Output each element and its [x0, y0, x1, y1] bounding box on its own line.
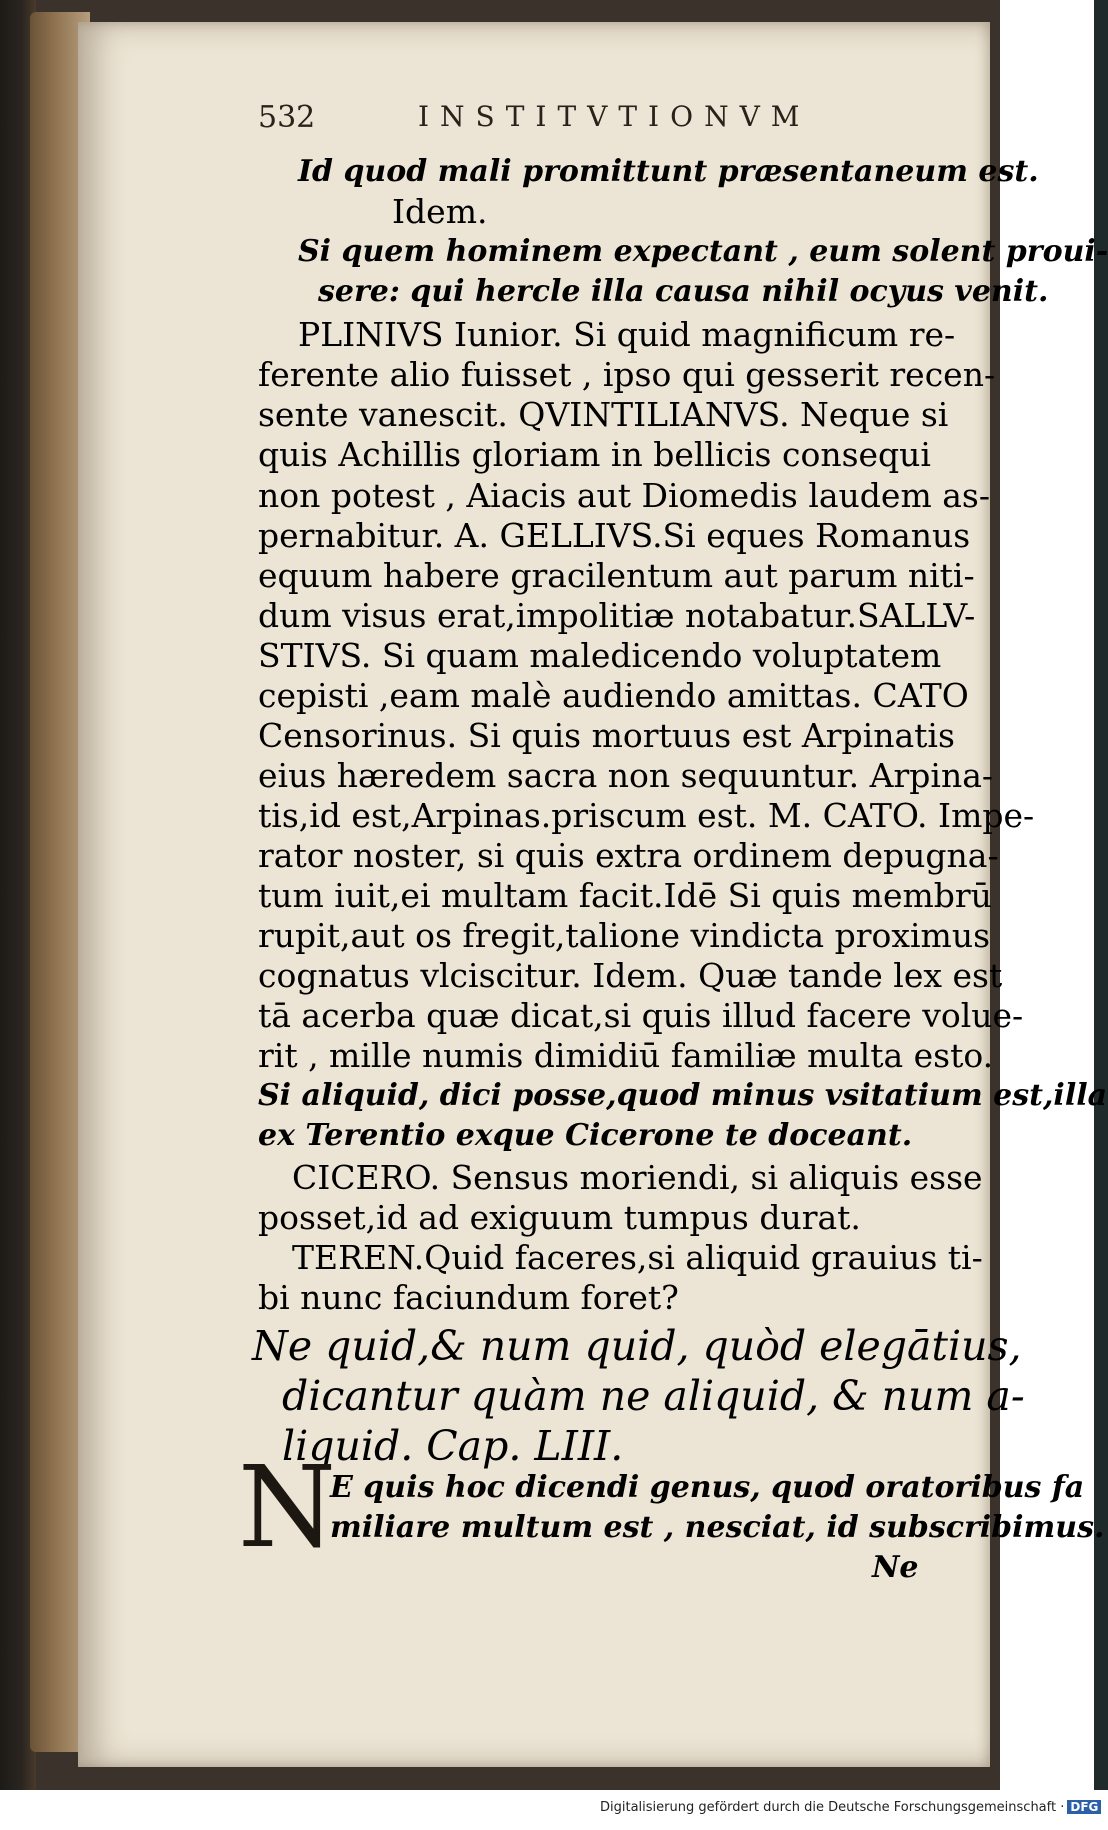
catchword: Ne [872, 1550, 919, 1585]
text-line: dum visus erat,impolitiæ notabatur.SALLV- [258, 596, 976, 635]
text-line: quis Achillis gloriam in bellicis consequi [258, 435, 931, 474]
text-line: tis,id est,Arpinas.priscum est. M. CATO. Impe- [258, 796, 1035, 835]
chapter-heading-line: liquid. Cap. LIII. [282, 1422, 624, 1470]
text-line: posset,id ad exiguum tumpus durat. [258, 1198, 861, 1237]
credit-text: Digitalisierung gefördert durch die Deutsche Forschungsgemeinschaft · [600, 1800, 1065, 1815]
text-line: rator noster, si quis extra ordinem depugna- [258, 836, 999, 875]
text-line: Si quem hominem expectant , eum solent proui- [298, 234, 1108, 269]
text-line: PLINIVS Iunior. Si quid magnificum re- [298, 315, 956, 354]
text-line: pernabitur. A. GELLIVS.Si eques Romanus [258, 516, 971, 555]
text-line: rupit,aut os fregit,talione vindicta proximus [258, 916, 991, 955]
text-line: Censorinus. Si quis mortuus est Arpinatis [258, 716, 955, 755]
text-line: bi nunc faciundum foret? [258, 1278, 679, 1317]
text-line: non potest , Aiacis aut Diomedis laudem as- [258, 476, 990, 515]
text-line: Si aliquid, dici posse,quod minus vsitatium est,illa [258, 1078, 1108, 1113]
digitization-credit [600, 1800, 1101, 1815]
page-number: 532 [258, 100, 316, 135]
text-line: ferente alio fuisset , ipso qui gesserit recen- [258, 355, 996, 394]
dfg-logo: DFG [1067, 1800, 1101, 1814]
text-line: E quis hoc dicendi genus, quod oratoribus fa [330, 1470, 1085, 1505]
text-line: STIVS. Si quam maledicendo voluptatem [258, 636, 942, 675]
text-line: tum iuit,ei multam facit.Idē Si quis membrū [258, 876, 992, 915]
text-line: sere: qui hercle illa causa nihil ocyus venit. [318, 274, 1049, 309]
text-line: eius hæredem sacra non sequuntur. Arpina- [258, 756, 994, 795]
text-line: cognatus vlciscitur. Idem. Quæ tande lex est [258, 956, 1003, 995]
running-title: INSTITVTIONVM [418, 100, 811, 133]
text-line: tā acerba quæ dicat,si quis illud facere volue- [258, 996, 1024, 1035]
text-line: miliare multum est , nesciat, id subscribimus. [330, 1510, 1105, 1545]
text-line: CICERO. Sensus moriendi, si aliquis esse [292, 1158, 983, 1197]
chapter-heading-line: Ne quid,& num quid, quòd elegātius, [252, 1322, 1022, 1370]
text-line: equum habere gracilentum aut parum niti- [258, 556, 975, 595]
text-line: cepisti ,eam malè audiendo amittas. CATO [258, 676, 969, 715]
running-header [258, 100, 811, 135]
text-line: ex Terentio exque Cicerone te doceant. [258, 1118, 913, 1153]
text-line: sente vanescit. QVINTILIANVS. Neque si [258, 395, 949, 434]
chapter-heading-line: dicantur quàm ne aliquid, & num a- [282, 1372, 1025, 1420]
text-line: Id quod mali promittunt præsentaneum est. [298, 154, 1039, 189]
drop-initial: N [238, 1443, 336, 1573]
text-line: TEREN.Quid faceres,si aliquid grauius ti- [292, 1238, 983, 1277]
text-line: Idem. [392, 192, 488, 231]
text-line: rit , mille numis dimidiū familiæ multa esto. [258, 1036, 994, 1075]
